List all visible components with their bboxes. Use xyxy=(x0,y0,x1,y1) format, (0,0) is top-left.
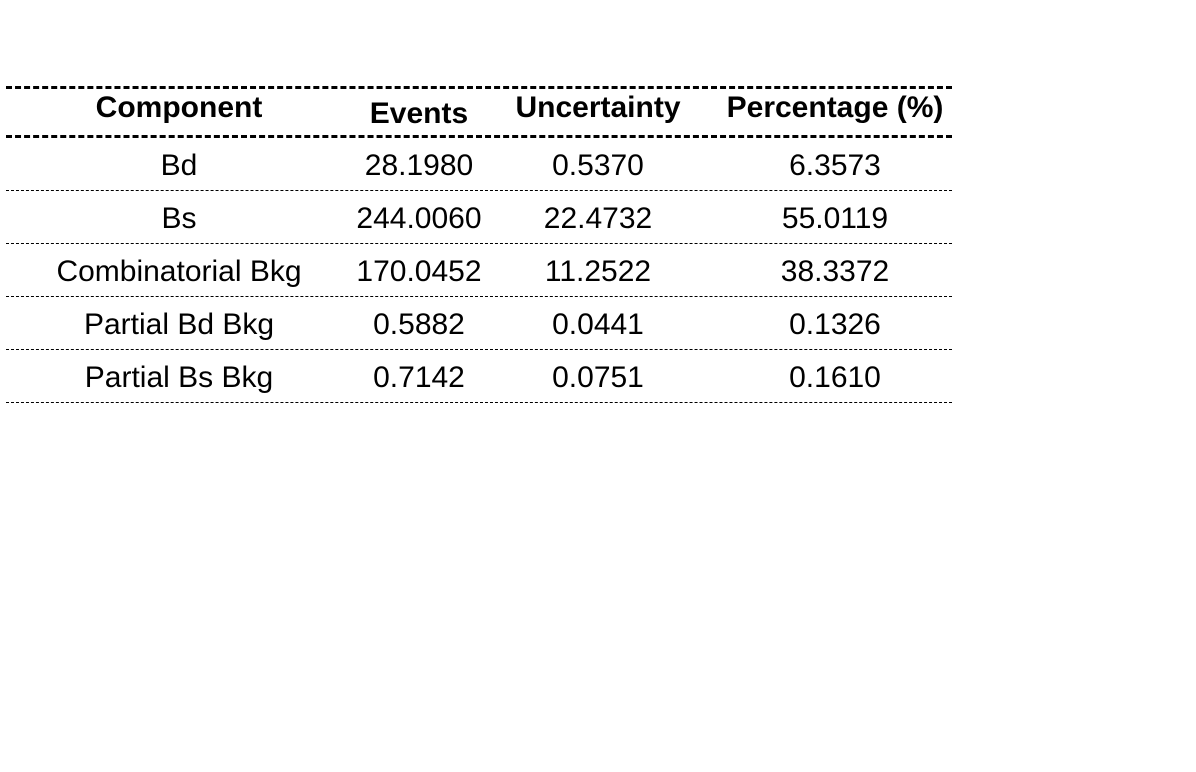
cell-percentage: 38.3372 xyxy=(780,255,890,288)
cell-component: Combinatorial Bkg xyxy=(56,255,302,288)
cell-percentage: 0.1610 xyxy=(789,361,881,394)
header-percentage: Percentage (%) xyxy=(726,91,944,124)
header-events: Events xyxy=(369,97,469,130)
cell-percentage: 0.1326 xyxy=(789,308,881,341)
table-header-row xyxy=(6,89,952,135)
cell-events: 244.0060 xyxy=(356,202,482,235)
cell-component: Partial Bd Bkg xyxy=(83,308,275,341)
cell-events: 0.5882 xyxy=(373,308,465,341)
cell-events: 0.7142 xyxy=(373,361,465,394)
header-uncertainty: Uncertainty xyxy=(515,91,681,124)
cell-events: 170.0452 xyxy=(356,255,482,288)
table-row xyxy=(6,244,952,296)
component-table xyxy=(6,86,952,403)
table-row xyxy=(6,350,952,402)
table-row xyxy=(6,297,952,349)
cell-component: Bs xyxy=(161,202,197,235)
table-row xyxy=(6,138,952,190)
cell-uncertainty: 22.4732 xyxy=(543,202,653,235)
cell-uncertainty: 0.5370 xyxy=(552,149,644,182)
cell-uncertainty: 0.0751 xyxy=(552,361,644,394)
cell-component: Bd xyxy=(160,149,198,182)
table-row xyxy=(6,191,952,243)
header-component: Component xyxy=(95,91,263,124)
cell-component: Partial Bs Bkg xyxy=(84,361,274,394)
cell-percentage: 6.3573 xyxy=(789,149,881,182)
cell-uncertainty: 0.0441 xyxy=(552,308,644,341)
cell-percentage: 55.0119 xyxy=(781,202,889,235)
cell-uncertainty: 11.2522 xyxy=(544,255,652,288)
cell-events: 28.1980 xyxy=(364,149,474,182)
